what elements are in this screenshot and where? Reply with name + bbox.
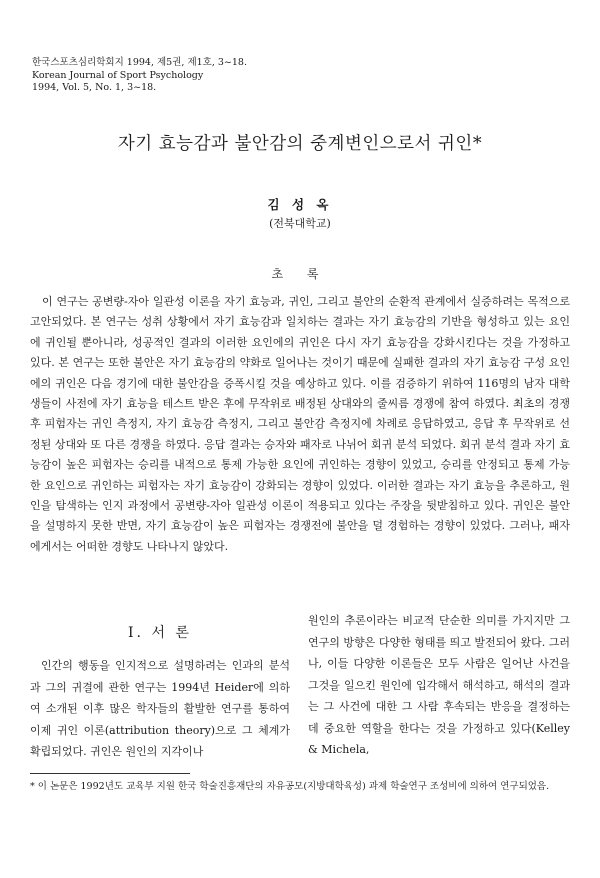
footnote-divider [30, 773, 190, 774]
journal-header [32, 57, 247, 95]
intro-paragraph-left: 인간의 행동을 인지적으로 설명하려는 인과의 분석과 그의 귀결에 관한 연구는 1994년 Heider에 의하여 소개된 이후 많은 학자들의 활발한 연구를 통하여 이제 귀인 이론(attribution theory)으로 그 체계가 확립되었다. 귀인은 원인의 지각이나 [30, 659, 290, 758]
paper-title: 자기 효능감과 불안감의 중계변인으로서 귀인* [117, 134, 483, 154]
footnote: * 이 논문은 1992년도 교육부 지원 한국 학술진흥재단의 자유공모(지방대학육성) 과제 학술연구 조성비에 의하여 연구되었음. [30, 781, 550, 792]
author-name: 김 성 옥 [267, 197, 333, 212]
journal-volume: 1994, Vol. 5, No. 1, 3~18. [32, 82, 157, 93]
author-affiliation: (전북대학교) [269, 217, 331, 230]
right-column [308, 610, 570, 761]
abstract-text: 이 연구는 공변량-자아 일관성 이론을 자기 효능과, 귀인, 그리고 불안의 순환적 관계에서 실증하려는 목적으로 고안되었다. 본 연구는 성취 상황에서 자기 효능감과 일치하는 결과는 자기 효능감의 기반을 형성하고 있는 요인에 귀인될 뿐아니라, 성공적인 결과의 이러한 요인에의 귀인은 다시 자기 효능감을 강화시킨다는 것을 가정하고 있다. 본 연구는 또한 불안은 자기 효능감의 약화로 일어나는 것이기 때문에 실패한 결과의 자기 효능감 구성 요인에의 귀인은 다음 경기에 대한 불안감을 증폭시킬 것을 예상하고 있다. 이를 검증하기 위하여 116명의 남자 대학생들이 사전에 자기 효능을 테스트 받은 후에 무작위로 배정된 상대와의 줄씨름 경쟁에 참여 하였다. 최초의 경쟁 후 피험자는 귀인 측정지, 자기 효능감 측정지, 그리고 불안감 측정지에 차례로 응답하였고, 응답 후 무작위로 선정된 상대와 또 다른 경쟁을 하였다. 응답 결과는 승자와 패자로 나뉘어 회귀 분석 되었다. 회귀 분석 결과 자기 효능감이 높은 피험자는 승리를 내적으로 통제 가능한 요인에 귀인하는 경향이 있었고, 승리를 안정되고 통제 가능한 요인으로 귀인하는 피험자는 자기 효능감이 강화되는 경향이 있었다. 이러한 결과는 자기 효능을 추론하고, 원인을 탐색하는 인지 과정에서 공변량-자아 일관성 이론이 적용되고 있다는 주장을 뒷받침하고 있다. 귀인은 불안을 설명하지 못한 반면, 자기 효능감이 높은 피험자는 경쟁전에 불안을 덜 경험하는 경향이 있었다. 그러나, 패자에게서는 어떠한 경향도 나타나지 않았다. [30, 295, 570, 553]
journal-name-korean: 한국스포츠심리학회지 1994, 제5권, 제1호, 3~18. [32, 57, 247, 68]
abstract-heading: 초 록 [271, 267, 329, 281]
abstract [30, 292, 570, 557]
intro-paragraph-right: 원인의 추론이라는 비교적 단순한 의미를 가지지만 그 연구의 방향은 다양한 형태를 띄고 발전되어 왔다. 그러나, 이들 다양한 이론들은 모두 사람은 일어난 사건을 그것을 일으킨 원인에 입각해서 해석하고, 해석의 결과는 그 사건에 대한 그 사람 후속되는 반응을 결정하는 데 중요한 역할을 한다는 것을 가정하고 있다(Kelley & Michela, [308, 614, 570, 756]
journal-name-english: Korean Journal of Sport Psychology [32, 69, 204, 81]
section-heading-introduction: Ⅰ. 서 론 [128, 625, 192, 641]
left-column [30, 655, 290, 763]
